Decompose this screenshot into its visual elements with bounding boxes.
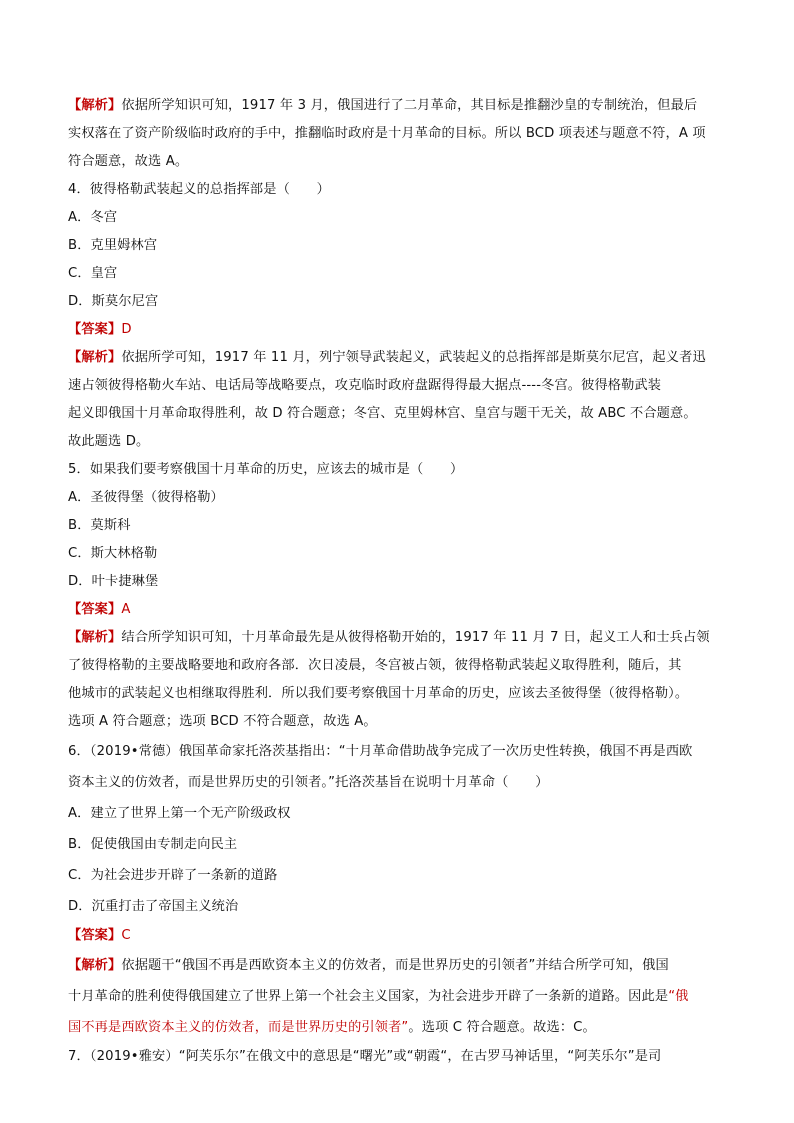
q5-option-d: D．叶卡捷琳堡: [68, 574, 159, 589]
q6-analysis-line: 十月革命的胜利使得俄国建立了世界上第一个社会主义国家，为社会进步开辟了一条新的道路。因此是“俄: [68, 989, 689, 1004]
q6-analysis-line: 国不再是西欧资本主义的仿效者，而是世界历史的引领者”。选项 C 符合题意。故选：C。: [68, 1020, 596, 1035]
q6-stem-line: 6．（2019•常德）俄国革命家托洛茨基指出：“十月革命借助战争完成了一次历史性转换，俄国不再是西欧: [68, 744, 693, 759]
quoted-text: 国不再是西欧资本主义的仿效者，而是世界历史的引领者”: [68, 1020, 409, 1035]
document-page: [68, 92, 728, 1071]
analysis-tag: 【解析】: [68, 630, 122, 645]
q4-analysis-line: 故此题选 D。: [68, 434, 150, 449]
q5-answer: [68, 596, 728, 624]
q4-analysis-line: 速占领彼得格勒火车站、电话局等战略要点，攻克临时政府盘踞得得最大据点----冬宫。彼得格勒武装: [68, 378, 662, 393]
q5-option-c: C．斯大林格勒: [68, 546, 158, 561]
q4-option-b: B．克里姆林宫: [68, 238, 158, 253]
answer-value: A: [121, 602, 131, 617]
q4-stem: 4．彼得格勒武装起义的总指挥部是（ ）: [68, 182, 330, 197]
answer-tag: 【答案】: [68, 602, 122, 617]
q5-option-a: A．圣彼得堡（彼得格勒）: [68, 490, 224, 505]
q4-analysis-line: 起义即俄国十月革命取得胜利，故 D 符合题意；冬宫、克里姆林宫、皇宫与题干无关，故 ABC 不合题意。: [68, 406, 697, 421]
q3-analysis-line: 实权落在了资产阶级临时政府的手中，推翻临时政府是十月革命的目标。所以 BCD 项表述与题意不符，A 项: [68, 126, 706, 141]
q7-stem-line: 7．（2019•雅安）“阿芙乐尔”在俄文中的意思是“曙光”或“朝霞“，在古罗马神话里，“阿芙乐尔”是司: [68, 1049, 662, 1064]
q4-option-c: C．皇宫: [68, 266, 118, 281]
analysis-tag: 【解析】: [68, 958, 122, 973]
q6-stem-line: 资本主义的仿效者，而是世界历史的引领者。”托洛茨基旨在说明十月革命（ ）: [68, 775, 549, 790]
q4-option-d: D．斯莫尔尼宫: [68, 294, 159, 309]
quoted-text: “俄: [668, 989, 689, 1004]
q6-option-a: A．建立了世界上第一个无产阶级政权: [68, 806, 291, 821]
q5-analysis-line: 选项 A 符合题意；选项 BCD 不符合题意，故选 A。: [68, 714, 377, 729]
q5-option-b: B．莫斯科: [68, 518, 131, 533]
q3-analysis-line: 【解析】依据所学知识可知，1917 年 3 月，俄国进行了二月革命，其目标是推翻沙皇的专制统治，但最后: [68, 98, 698, 113]
q5-analysis-line: 【解析】结合所学知识可知，十月革命最先是从彼得格勒开始的，1917 年 11 月 7 日，起义工人和士兵占领: [68, 630, 710, 645]
q4-option-a: A．冬宫: [68, 210, 118, 225]
q6-option-c: C．为社会进步开辟了一条新的道路: [68, 868, 278, 883]
q5-stem: 5．如果我们要考察俄国十月革命的历史，应该去的城市是（ ）: [68, 462, 464, 477]
analysis-tag: 【解析】: [68, 350, 122, 365]
q4-analysis-line: 【解析】依据所学可知，1917 年 11 月，列宁领导武装起义，武装起义的总指挥部是斯莫尔尼宫，起义者迅: [68, 350, 706, 365]
answer-value: C: [121, 928, 131, 943]
q5-analysis-line: 他城市的武装起义也相继取得胜利．所以我们要考察俄国十月革命的历史，应该去圣彼得堡（彼得格勒）。: [68, 686, 689, 701]
q6-answer: [68, 922, 728, 950]
q6-option-b: B．促使俄国由专制走向民主: [68, 837, 238, 852]
q4-answer: [68, 316, 728, 344]
answer-tag: 【答案】: [68, 928, 122, 943]
q3-analysis-line: 符合题意，故选 A。: [68, 154, 189, 169]
answer-value: D: [121, 322, 132, 337]
q6-analysis-line: 【解析】依据题干“俄国不再是西欧资本主义的仿效者，而是世界历史的引领者”并结合所学可知，俄国: [68, 958, 669, 973]
analysis-tag: 【解析】: [68, 98, 122, 113]
q5-analysis-line: 了彼得格勒的主要战略要地和政府各部．次日凌晨，冬宫被占领，彼得格勒武装起义取得胜利，随后，其: [68, 658, 682, 673]
answer-tag: 【答案】: [68, 322, 122, 337]
q6-option-d: D．沉重打击了帝国主义统治: [68, 899, 239, 914]
